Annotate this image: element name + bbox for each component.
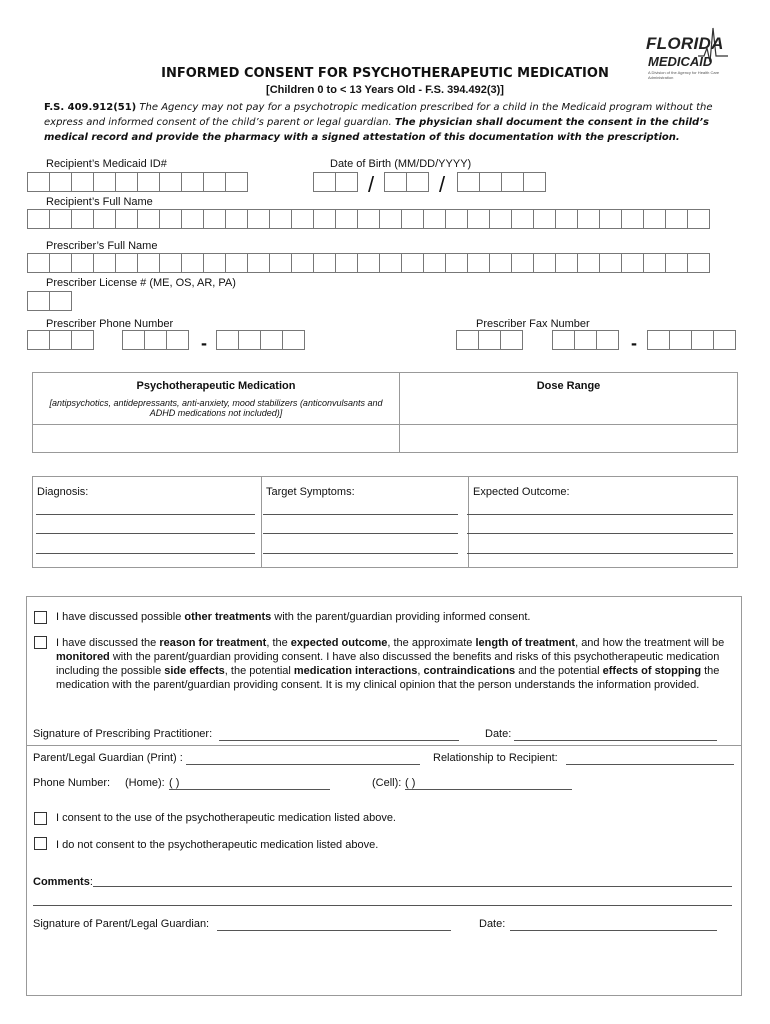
char-box[interactable] — [643, 209, 666, 229]
comments-line[interactable] — [93, 886, 732, 887]
char-box[interactable] — [574, 330, 597, 350]
medication-header-cell — [33, 373, 400, 425]
consent-no-label: I do not consent to the psychotherapeutic medication listed above. — [56, 839, 379, 851]
expected-outcome-line[interactable] — [467, 553, 733, 554]
char-box[interactable] — [49, 209, 72, 229]
prescriber-name-boxes[interactable] — [27, 253, 709, 273]
consent-no-checkbox[interactable] — [34, 837, 47, 850]
dob-slash: / — [439, 172, 446, 197]
char-box[interactable] — [511, 209, 534, 229]
char-box[interactable] — [511, 253, 534, 273]
statute-cite: F.S. 409.912(51) — [44, 102, 137, 113]
target-symptoms-line[interactable] — [263, 514, 458, 515]
char-box[interactable] — [577, 253, 600, 273]
char-box[interactable] — [166, 330, 189, 350]
char-box[interactable] — [159, 172, 182, 192]
char-box[interactable] — [665, 253, 688, 273]
cell-phone-line[interactable] — [405, 789, 572, 790]
char-box[interactable] — [71, 172, 94, 192]
char-box[interactable] — [478, 330, 501, 350]
char-box[interactable] — [27, 172, 50, 192]
char-box[interactable] — [552, 330, 575, 350]
char-box[interactable] — [247, 209, 270, 229]
char-box[interactable] — [291, 209, 314, 229]
char-box[interactable] — [313, 172, 336, 192]
char-box[interactable] — [313, 253, 336, 273]
fax-label: Prescriber Fax Number — [476, 318, 590, 330]
guardian-print-label: Parent/Legal Guardian (Print) : — [33, 752, 183, 764]
practitioner-signature-line[interactable] — [219, 740, 459, 741]
diagnosis-line[interactable] — [36, 553, 255, 554]
cell-area-parens: ( ) — [405, 777, 416, 789]
char-box[interactable] — [27, 253, 50, 273]
char-box[interactable] — [71, 209, 94, 229]
dob-slash: / — [368, 172, 375, 197]
char-box[interactable] — [669, 330, 692, 350]
consent-yes-checkbox[interactable] — [34, 812, 47, 825]
char-box[interactable] — [247, 253, 270, 273]
char-box[interactable] — [49, 330, 72, 350]
home-phone-line[interactable] — [169, 789, 330, 790]
char-box[interactable] — [93, 253, 116, 273]
guardian-date-line[interactable] — [510, 930, 717, 931]
char-box[interactable] — [445, 253, 468, 273]
char-box[interactable] — [27, 291, 50, 311]
logo-tagline: A Division of the Agency for Health Care Administration — [648, 70, 720, 80]
char-box[interactable] — [467, 253, 490, 273]
char-box[interactable] — [445, 209, 468, 229]
practitioner-signature-label: Signature of Prescribing Practitioner: — [33, 728, 213, 740]
char-box[interactable] — [621, 253, 644, 273]
char-box[interactable] — [621, 209, 644, 229]
dob-day-boxes[interactable] — [384, 172, 428, 192]
char-box[interactable] — [225, 253, 248, 273]
statement-text: with the parent/guardian providing informed consent. — [271, 611, 531, 623]
char-box[interactable] — [203, 209, 226, 229]
dob-month-boxes[interactable] — [313, 172, 357, 192]
phone-area-boxes[interactable] — [27, 330, 93, 350]
char-box[interactable] — [379, 253, 402, 273]
char-box[interactable] — [181, 253, 204, 273]
char-box[interactable] — [137, 209, 160, 229]
logo-text-medicaid: MEDICAID — [648, 54, 713, 69]
char-box[interactable] — [489, 209, 512, 229]
char-box[interactable] — [137, 253, 160, 273]
dose-input[interactable] — [400, 425, 738, 453]
other-treatments-checkbox[interactable] — [34, 611, 47, 624]
dose-header-cell — [400, 373, 738, 425]
char-box[interactable] — [313, 209, 336, 229]
char-box[interactable] — [687, 253, 710, 273]
char-box[interactable] — [379, 209, 402, 229]
prescriber-name-label: Prescriber’s Full Name — [46, 240, 158, 252]
char-box[interactable] — [225, 209, 248, 229]
char-box[interactable] — [225, 172, 248, 192]
discussion-checkbox[interactable] — [34, 636, 47, 649]
char-box[interactable] — [27, 330, 50, 350]
char-box[interactable] — [357, 209, 380, 229]
consent-yes-label: I consent to the use of the psychotherapeutic medication listed above. — [56, 812, 396, 824]
statute-text-1: The Agency may not pay for a psychotropic medication prescribed for a child in the Medicaid program without the express and informed consent of the child’s parent or legal guardian. — [44, 102, 713, 128]
comments-line[interactable] — [33, 905, 732, 906]
phone-label: Prescriber Phone Number — [46, 318, 174, 330]
relationship-line[interactable] — [566, 764, 734, 765]
char-box[interactable] — [335, 209, 358, 229]
other-treatments-statement — [56, 610, 736, 624]
char-box[interactable] — [457, 172, 480, 192]
medication-header: Psychotherapeutic Medication — [136, 380, 296, 392]
statement-text: I have discussed possible — [56, 611, 185, 623]
diagnosis-line[interactable] — [36, 514, 255, 515]
phone-number-label: Phone Number: — [33, 777, 111, 789]
cell-phone-label: (Cell): — [372, 777, 402, 789]
char-box[interactable] — [555, 253, 578, 273]
char-box[interactable] — [144, 330, 167, 350]
fax-area-boxes[interactable] — [456, 330, 522, 350]
char-box[interactable] — [291, 253, 314, 273]
char-box[interactable] — [71, 330, 94, 350]
expected-outcome-label: Expected Outcome: — [473, 486, 570, 498]
medicaid-id-boxes[interactable] — [27, 172, 247, 192]
char-box[interactable] — [282, 330, 305, 350]
char-box[interactable] — [401, 209, 424, 229]
char-box[interactable] — [691, 330, 714, 350]
char-box[interactable] — [203, 172, 226, 192]
fax-line-boxes[interactable] — [647, 330, 735, 350]
comments-colon: : — [89, 876, 93, 888]
expected-outcome-line[interactable] — [467, 514, 733, 515]
char-box[interactable] — [500, 330, 523, 350]
char-box[interactable] — [260, 330, 283, 350]
char-box[interactable] — [335, 253, 358, 273]
practitioner-date-label: Date: — [485, 728, 512, 740]
guardian-print-line[interactable] — [186, 764, 420, 765]
statute-text-2: The physician shall document the consent in the child’s medical record and provide the pharmacy with a signed attestation of this documentation with the prescription. — [44, 117, 709, 143]
char-box[interactable] — [647, 330, 670, 350]
dob-year-boxes[interactable] — [457, 172, 545, 192]
char-box[interactable] — [489, 253, 512, 273]
license-label: Prescriber License # (ME, OS, AR, PA) — [46, 277, 236, 289]
target-symptoms-line[interactable] — [263, 553, 458, 554]
char-box[interactable] — [115, 172, 138, 192]
char-box[interactable] — [137, 172, 160, 192]
fax-prefix-boxes[interactable] — [552, 330, 618, 350]
target-symptoms-line[interactable] — [263, 533, 458, 534]
char-box[interactable] — [713, 330, 736, 350]
char-box[interactable] — [159, 209, 182, 229]
diagnosis-label: Diagnosis: — [37, 486, 89, 498]
char-box[interactable] — [599, 253, 622, 273]
char-box[interactable] — [665, 209, 688, 229]
fax-dash: - — [631, 333, 637, 353]
statute-text — [44, 100, 724, 145]
char-box[interactable] — [49, 291, 72, 311]
char-box[interactable] — [49, 253, 72, 273]
char-box[interactable] — [577, 209, 600, 229]
license-boxes[interactable] — [27, 291, 71, 311]
guardian-signature-label: Signature of Parent/Legal Guardian: — [33, 918, 210, 930]
guardian-date-label: Date: — [479, 918, 506, 930]
char-box[interactable] — [159, 253, 182, 273]
medication-input[interactable] — [33, 425, 400, 453]
full-name-label: Recipient’s Full Name — [46, 196, 153, 208]
phone-dash: - — [201, 333, 207, 353]
char-box[interactable] — [203, 253, 226, 273]
section-divider — [26, 745, 742, 746]
char-box[interactable] — [216, 330, 239, 350]
guardian-signature-line[interactable] — [217, 930, 451, 931]
char-box[interactable] — [687, 209, 710, 229]
char-box[interactable] — [406, 172, 429, 192]
char-box[interactable] — [423, 209, 446, 229]
char-box[interactable] — [423, 253, 446, 273]
phone-line-boxes[interactable] — [216, 330, 304, 350]
char-box[interactable] — [523, 172, 546, 192]
char-box[interactable] — [555, 209, 578, 229]
full-name-boxes[interactable] — [27, 209, 709, 229]
dose-header: Dose Range — [536, 380, 601, 392]
char-box[interactable] — [269, 209, 292, 229]
char-box[interactable] — [384, 172, 407, 192]
char-box[interactable] — [533, 209, 556, 229]
form-subtitle: [Children 0 to < 13 Years Old - F.S. 394.492(3)] — [266, 84, 504, 96]
medicaid-id-label: Recipient’s Medicaid ID# — [46, 158, 167, 170]
char-box[interactable] — [269, 253, 292, 273]
target-symptoms-label: Target Symptoms: — [266, 486, 355, 498]
char-box[interactable] — [335, 172, 358, 192]
char-box[interactable] — [479, 172, 502, 192]
expected-outcome-line[interactable] — [467, 533, 733, 534]
diagnosis-line[interactable] — [36, 533, 255, 534]
char-box[interactable] — [467, 209, 490, 229]
char-box[interactable] — [115, 209, 138, 229]
char-box[interactable] — [27, 209, 50, 229]
char-box[interactable] — [456, 330, 479, 350]
char-box[interactable] — [238, 330, 261, 350]
medication-table — [32, 372, 738, 453]
dob-label: Date of Birth (MM/DD/YYYY) — [330, 158, 472, 170]
form-title: INFORMED CONSENT FOR PSYCHOTHERAPEUTIC MEDICATION — [161, 66, 609, 81]
discussion-statement: I have discussed the reason for treatment, the expected outcome, the approximate length of treatment, and how the treatment will be monitored with the parent/guardian providing consent. I have also discussed the benefits and risks of this psychotherapeutic medication including the possible side effects, the potential medication interactions, contraindications and the potential effects of stopping the medication with the parent/guardian providing consent. It is my clinical opinion that the person understands the information provided. — [56, 637, 725, 691]
char-box[interactable] — [596, 330, 619, 350]
char-box[interactable] — [401, 253, 424, 273]
phone-prefix-boxes[interactable] — [122, 330, 188, 350]
char-box[interactable] — [93, 172, 116, 192]
statement-bold: other treatments — [184, 611, 272, 623]
char-box[interactable] — [71, 253, 94, 273]
comments-label-text: Comments — [33, 876, 90, 888]
char-box[interactable] — [181, 172, 204, 192]
medication-note: [antipsychotics, antidepressants, anti-anxiety, mood stabilizers (anticonvulsants and ADHD medications not included)] — [49, 398, 383, 418]
relationship-label: Relationship to Recipient: — [433, 752, 558, 764]
char-box[interactable] — [115, 253, 138, 273]
char-box[interactable] — [122, 330, 145, 350]
char-box[interactable] — [357, 253, 380, 273]
home-area-parens: ( ) — [169, 777, 180, 789]
char-box[interactable] — [181, 209, 204, 229]
char-box[interactable] — [49, 172, 72, 192]
char-box[interactable] — [643, 253, 666, 273]
char-box[interactable] — [599, 209, 622, 229]
diagnosis-table — [32, 476, 738, 568]
logo-text-florida: FLORIDA — [646, 34, 724, 53]
char-box[interactable] — [533, 253, 556, 273]
comments-label — [33, 876, 93, 888]
home-phone-label: (Home): — [125, 777, 165, 789]
char-box[interactable] — [501, 172, 524, 192]
practitioner-date-line[interactable] — [514, 740, 717, 741]
char-box[interactable] — [93, 209, 116, 229]
